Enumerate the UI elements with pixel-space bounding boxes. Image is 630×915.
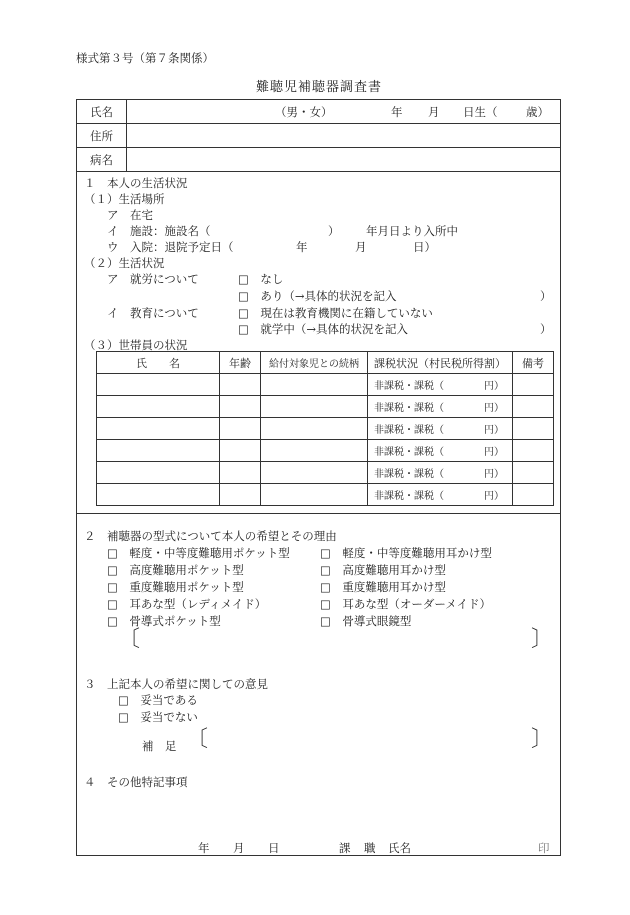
address-field[interactable] [130,125,555,145]
table-row [97,440,554,462]
work-label: ア 就労について [107,272,199,286]
table-row [97,484,554,506]
reason-bracket-right: 〕 [531,627,554,652]
living-place-facility[interactable]: イ 施設：施設名（ [107,224,211,238]
supplement-bracket-right: 〕 [531,727,554,752]
education-label: イ 教育について [107,306,199,320]
household-tax-cell[interactable] [368,374,513,396]
living-place-home[interactable]: ア 在宅 [107,208,153,222]
life-status-title: （２）生活状況 [84,256,165,270]
footer-name-label: 氏名 [388,841,411,855]
household-relation-cell[interactable] [261,484,368,506]
household-age-cell[interactable] [220,484,261,506]
tax-choice: 非課税・課税（ [374,469,444,480]
yen-unit: 円） [484,403,504,414]
type-option-right-3[interactable]: □ 重度難聴用耳かけ型 [320,580,446,594]
household-notes-cell[interactable] [513,462,554,484]
household-relation-cell[interactable] [261,374,368,396]
table-row [97,462,554,484]
household-relation-cell[interactable] [261,396,368,418]
tax-choice: 非課税・課税（ [374,491,444,502]
col-notes: 備考 [513,352,554,374]
section4-title: ４ その他特記事項 [84,775,188,789]
household-age-cell[interactable] [220,374,261,396]
edu-close-paren: ） [540,322,552,336]
household-name-cell[interactable] [97,374,220,396]
household-tax-cell[interactable] [368,418,513,440]
type-option-right-1[interactable]: □ 軽度・中等度難聴用耳かけ型 [320,546,492,560]
disease-label: 病名 [90,153,113,167]
type-option-right-2[interactable]: □ 高度難聴用耳かけ型 [320,563,446,577]
form-number: 様式第３号（第７条関係） [76,51,214,65]
discharge-day: 日） [413,240,436,254]
name-field[interactable] [130,101,270,121]
seal-mark: 印 [538,841,550,855]
household-notes-cell[interactable] [513,440,554,462]
type-option-left-1[interactable]: □ 軽度・中等度難聴用ポケット型 [107,546,290,560]
discharge-year: 年 [296,240,308,254]
table-row [97,374,554,396]
supplement-bracket-left: 〔 [186,727,209,752]
yen-unit: 円） [484,381,504,392]
col-age: 年齢 [220,352,261,374]
household-relation-cell[interactable] [261,462,368,484]
table-row [97,418,554,440]
household-age-cell[interactable] [220,396,261,418]
type-option-left-5[interactable]: □ 骨導式ポケット型 [107,614,221,628]
household-name-cell[interactable] [97,440,220,462]
household-notes-cell[interactable] [513,418,554,440]
household-name-cell[interactable] [97,418,220,440]
type-option-left-4[interactable]: □ 耳あな型（レディメイド） [107,597,267,611]
label-column-divider [126,99,127,171]
age-label: 歳） [526,105,549,119]
footer-section: 課 [339,841,351,855]
page-title: 難聴児補聴器調査書 [256,80,383,95]
facility-date-text: 年月日より入所中 [366,224,458,238]
footer-position: 職 [364,841,376,855]
household-age-cell[interactable] [220,462,261,484]
yen-unit: 円） [484,425,504,436]
section-divider [76,513,561,514]
birth-year-label: 年 [391,105,403,119]
opinion-appropriate-checkbox[interactable]: □ 妥当である [118,693,198,707]
table-header-row [97,352,554,374]
edu-enrolled-checkbox[interactable]: □ 就学中（→具体的状況を記入 [238,322,408,336]
footer-day: 日 [268,841,280,855]
type-option-left-3[interactable]: □ 重度難聴用ポケット型 [107,580,244,594]
household-tax-cell[interactable] [368,484,513,506]
address-label: 住所 [90,129,113,143]
supplement-label: 補 足 [142,739,177,753]
reason-bracket-left: 〔 [118,627,141,652]
other-notes-field[interactable] [84,792,554,832]
row-divider [76,171,561,172]
household-table [96,351,554,506]
yen-unit: 円） [484,447,504,458]
table-row [97,396,554,418]
opinion-inappropriate-checkbox[interactable]: □ 妥当でない [118,710,198,724]
type-option-left-2[interactable]: □ 高度難聴用ポケット型 [107,563,244,577]
work-none-checkbox[interactable]: □ なし [238,272,284,286]
yen-unit: 円） [484,469,504,480]
col-tax-status: 課税状況（村民税所得割） [368,352,513,374]
yen-unit: 円） [484,491,504,502]
supplement-field[interactable] [206,730,531,752]
name-label: 氏名 [90,105,113,119]
row-divider [76,123,561,124]
household-notes-cell[interactable] [513,484,554,506]
work-close-paren: ） [540,289,552,303]
footer-year: 年 [198,841,210,855]
col-name: 氏 名 [97,352,220,374]
tax-choice: 非課税・課税（ [374,425,444,436]
household-name-cell[interactable] [97,484,220,506]
household-title: （３）世帯員の状況 [84,338,188,352]
household-relation-cell[interactable] [261,418,368,440]
living-place-title: （１）生活場所 [84,192,165,206]
row-divider [76,147,561,148]
household-tax-cell[interactable] [368,462,513,484]
reason-field[interactable] [140,630,530,652]
tax-choice: 非課税・課税（ [374,447,444,458]
footer-month: 月 [233,841,245,855]
birth-month-label: 月 [428,105,440,119]
living-place-hospital[interactable]: ウ 入院：退院予定日（ [107,240,234,254]
household-age-cell[interactable] [220,418,261,440]
household-notes-cell[interactable] [513,374,554,396]
type-option-right-4[interactable]: □ 耳あな型（オーダーメイド） [320,597,492,611]
household-age-cell[interactable] [220,440,261,462]
edu-none-checkbox[interactable]: □ 現在は教育機関に在籍していない [238,306,433,320]
gender-select[interactable]: （男・女） [275,105,333,119]
household-name-cell[interactable] [97,462,220,484]
household-tax-cell[interactable] [368,440,513,462]
work-yes-checkbox[interactable]: □ あり（→具体的状況を記入 [238,289,397,303]
disease-field[interactable] [130,149,555,169]
section3-title: ３ 上記本人の希望に関しての意見 [84,677,268,691]
household-name-cell[interactable] [97,396,220,418]
household-relation-cell[interactable] [261,440,368,462]
col-relation: 給付対象児との続柄 [261,352,368,374]
birth-day-label: 日生（ [463,105,498,119]
tax-choice: 非課税・課税（ [374,381,444,392]
facility-close-paren: ） [328,224,340,238]
household-notes-cell[interactable] [513,396,554,418]
section2-title: ２ 補聴器の型式について本人の希望とその理由 [84,529,337,543]
section1-title: １ 本人の生活状況 [84,176,188,190]
discharge-month: 月 [355,240,367,254]
household-tax-cell[interactable] [368,396,513,418]
type-option-right-5[interactable]: □ 骨導式眼鏡型 [320,614,412,628]
tax-choice: 非課税・課税（ [374,403,444,414]
